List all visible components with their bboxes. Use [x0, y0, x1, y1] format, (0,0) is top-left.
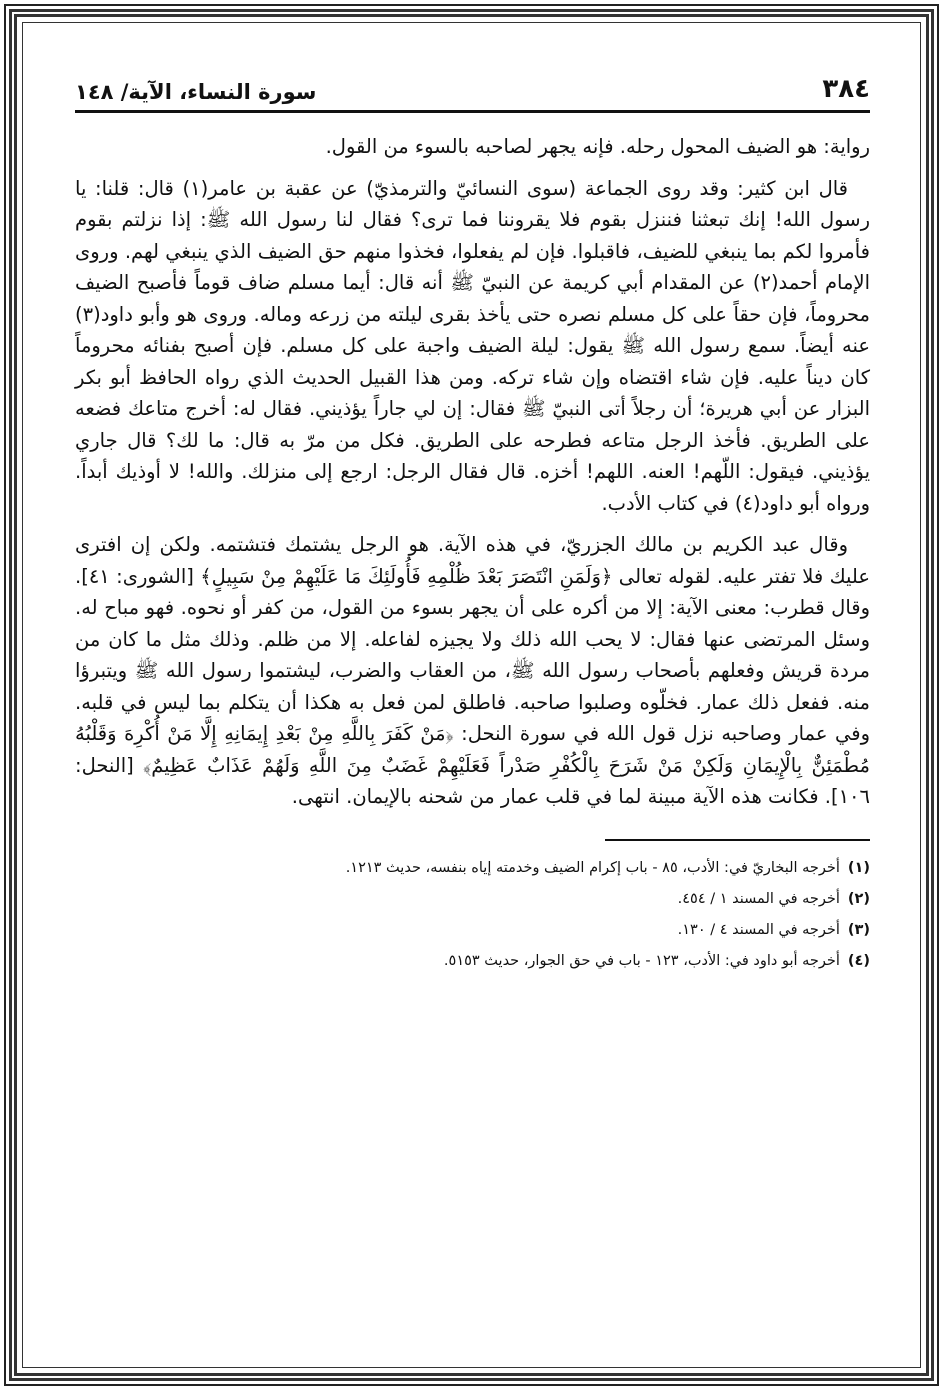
footnote-1	[75, 853, 870, 884]
running-title: سورة النساء، الآية/ ١٤٨	[75, 80, 317, 104]
footnote-rule	[605, 839, 870, 841]
header-rule	[75, 110, 870, 113]
footnote-text: أخرجه في المسند ١ / ٤٥٤.	[677, 890, 840, 907]
footnote-number: (١)	[847, 859, 870, 876]
footnote-4	[75, 946, 870, 977]
paragraph-1: رواية: هو الضيف المحول رحله. فإنه يجهر لصاحبه بالسوء من القول.	[325, 135, 870, 158]
footnote-text: أخرجه البخاريّ في: الأدب، ٨٥ - باب إكرام الضيف وخدمته إياه بنفسه، حديث ١٢١٣.	[345, 859, 840, 876]
paragraph-2: قال ابن كثير: وقد روى الجماعة (سوى النسائيّ والترمذيّ) عن عقبة بن عامر(١) قال: قلنا: يا رسول الله! إنك تبعثنا فننزل بقوم فلا يقروننا فما ترى؟ فقال لنا رسول الله ﷺ: إذا نزلتم بقوم فأمروا لكم بما ينبغي للضيف، فاقبلوا. فإن لم يفعلوا، فخذوا منهم حق الضيف الذي ينبغي لهم. وروى الإمام أحمد(٢) عن المقدام أبي كريمة عن النبيّ ﷺ أنه قال: أيما مسلم ضاف قوماً فأصبح الضيف محروماً، فإن حقاً على كل مسلم نصره حتى يأخذ بقرى ليلته من زرعه وماله. وروى هو وأبو داود(٣) عنه أيضاً. سمع رسول الله ﷺ يقول: ليلة الضيف واجبة على كل مسلم. فإن أصبح بفنائه محروماً كان ديناً عليه. فإن شاء اقتضاه وإن شاء تركه. ومن هذا القبيل الحديث الذي رواه الحافظ أبو بكر البزار عن أبي هريرة؛ أن رجلاً أتى النبيّ ﷺ فقال: إن لي جاراً يؤذيني. فقال له: أخرج متاعك فضعه على الطريق. فأخذ الرجل متاعه فطرحه على الطريق. فكل من مرّ به قال: ما لك؟ قال جاري يؤذيني. فيقول: اللّهم! العنه. اللهم! أخزه. قال فقال الرجل: ارجع إلى منزلك. والله! لا أوذيك أبداً. ورواه أبو داود(٤) في كتاب الأدب.	[75, 176, 870, 515]
footnote-number: (٢)	[847, 890, 870, 907]
footnotes	[75, 853, 870, 977]
footnote-number: (٤)	[847, 952, 870, 969]
footnote-number: (٣)	[847, 921, 870, 938]
page-header	[75, 60, 870, 104]
page-number: ٣٨٤	[822, 74, 870, 104]
footnote-3	[75, 915, 870, 946]
main-text	[75, 131, 870, 813]
page-content	[75, 60, 870, 977]
paragraph-3: وقال عبد الكريم بن مالك الجزريّ، في هذه الآية. هو الرجل يشتمك فتشتمه. ولكن إن افترى عليك فلا تفتر عليه. لقوله تعالى ﴿وَلَمَنِ انْتَصَرَ بَعْدَ ظُلْمِهِ فَأُولَئِكَ مَا عَلَيْهِمْ مِنْ سَبِيلٍ﴾ [الشورى: ٤١]. وقال قطرب: معنى الآية: إلا من أكره على أن يجهر بسوء من القول، من كفر أو نحوه. فهو مباح له. وسئل المرتضى عنها فقال: لا يحب الله ذلك ولا يجيزه لفاعله. إلا من ظلم. وذلك مثل ما كان من مردة قريش وفعلهم بأصحاب رسول الله ﷺ، من العقاب والضرب، ليشتموا رسول الله ﷺ ويتبرؤا منه. ففعل ذلك عمار. فخلّوه وصلبوا صاحبه. فاطلق لمن فعل به هكذا أن يتكلم بما ليس في قلبه. وفي عمار وصاحبه نزل قول الله في سورة النحل: ﴿مَنْ كَفَرَ بِاللَّهِ مِنْ بَعْدِ إِيمَانِهِ إِلَّا مَنْ أُكْرِهَ وَقَلْبُهُ مُطْمَئِنٌّ بِالْإِيمَانِ وَلَكِنْ مَنْ شَرَحَ بِالْكُفْرِ صَدْراً فَعَلَيْهِمْ غَضَبٌ مِنَ اللَّهِ وَلَهُمْ عَذَابٌ عَظِيمٌ﴾ [النحل: ١٠٦]. فكانت هذه الآية مبينة لما في قلب عمار من شحنه بالإيمان. انتهى.	[75, 533, 870, 808]
footnote-text: أخرجه في المسند ٤ / ١٣٠.	[677, 921, 840, 938]
footnote-text: أخرجه أبو داود في: الأدب، ١٢٣ - باب في حق الجوار، حديث ٥١٥٣.	[443, 952, 840, 969]
footnote-2	[75, 884, 870, 915]
